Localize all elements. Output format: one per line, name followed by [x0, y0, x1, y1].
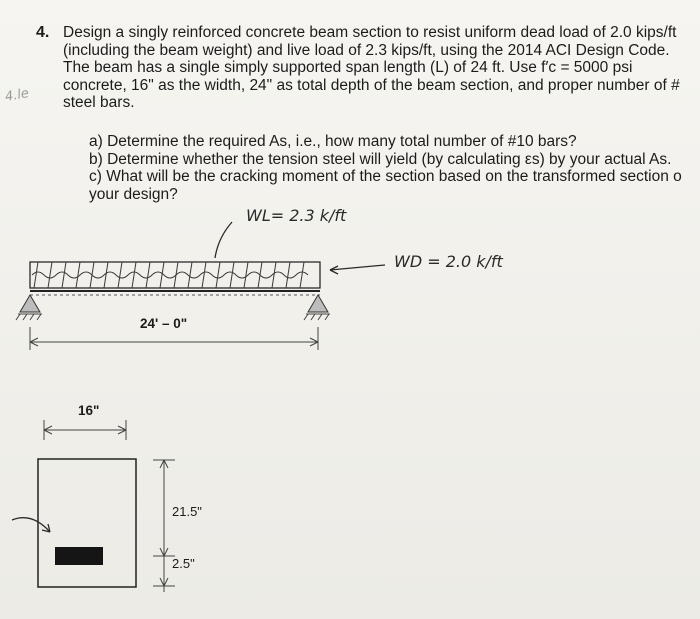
part-c-continued: your design? [89, 185, 178, 203]
load-hatching [32, 262, 308, 288]
live-load-pointer [215, 222, 232, 258]
left-support [20, 295, 40, 312]
part-b: b) Determine whether the tension steel will yield (by calculating εs) by your actual As. [89, 150, 672, 168]
problem-line: The beam has a single simply supported span length (L) of 24 ft. Use f′c = 5000 psi [63, 59, 633, 76]
right-support [308, 295, 328, 312]
effective-depth-label: 21.5" [172, 504, 202, 519]
part-a: a) Determine the required As, i.e., how many total number of #10 bars? [89, 133, 577, 150]
section-width-label: 16" [78, 403, 100, 418]
part-c: c) What will be the cracking moment of the section based on the transformed section o [89, 168, 682, 185]
beam-cross-section [38, 459, 136, 587]
cover-label: 2.5" [172, 556, 195, 571]
problem-number: 4. [36, 24, 50, 41]
span-label: 24' – 0" [140, 316, 188, 331]
tension-steel-bars [55, 547, 103, 565]
problem-line: (including the beam weight) and live load of 2.3 kips/ft, using the 2014 ACI Design Code. [63, 41, 670, 59]
bar-pointer [12, 518, 50, 532]
dead-load-note: WD = 2.0 k/ft [394, 252, 503, 271]
dead-load-pointer [330, 265, 385, 270]
live-load-note: WL= 2.3 k/ft [246, 206, 347, 225]
problem-line: Design a singly reinforced concrete beam section to resist uniform dead load of 2.0 kips/ft [63, 24, 677, 41]
problem-line: concrete, 16" as the width, 24" as total depth of the beam section, and proper number of # [63, 76, 680, 94]
margin-note: 4.le [3, 86, 31, 105]
problem-line: steel bars. [63, 94, 135, 111]
